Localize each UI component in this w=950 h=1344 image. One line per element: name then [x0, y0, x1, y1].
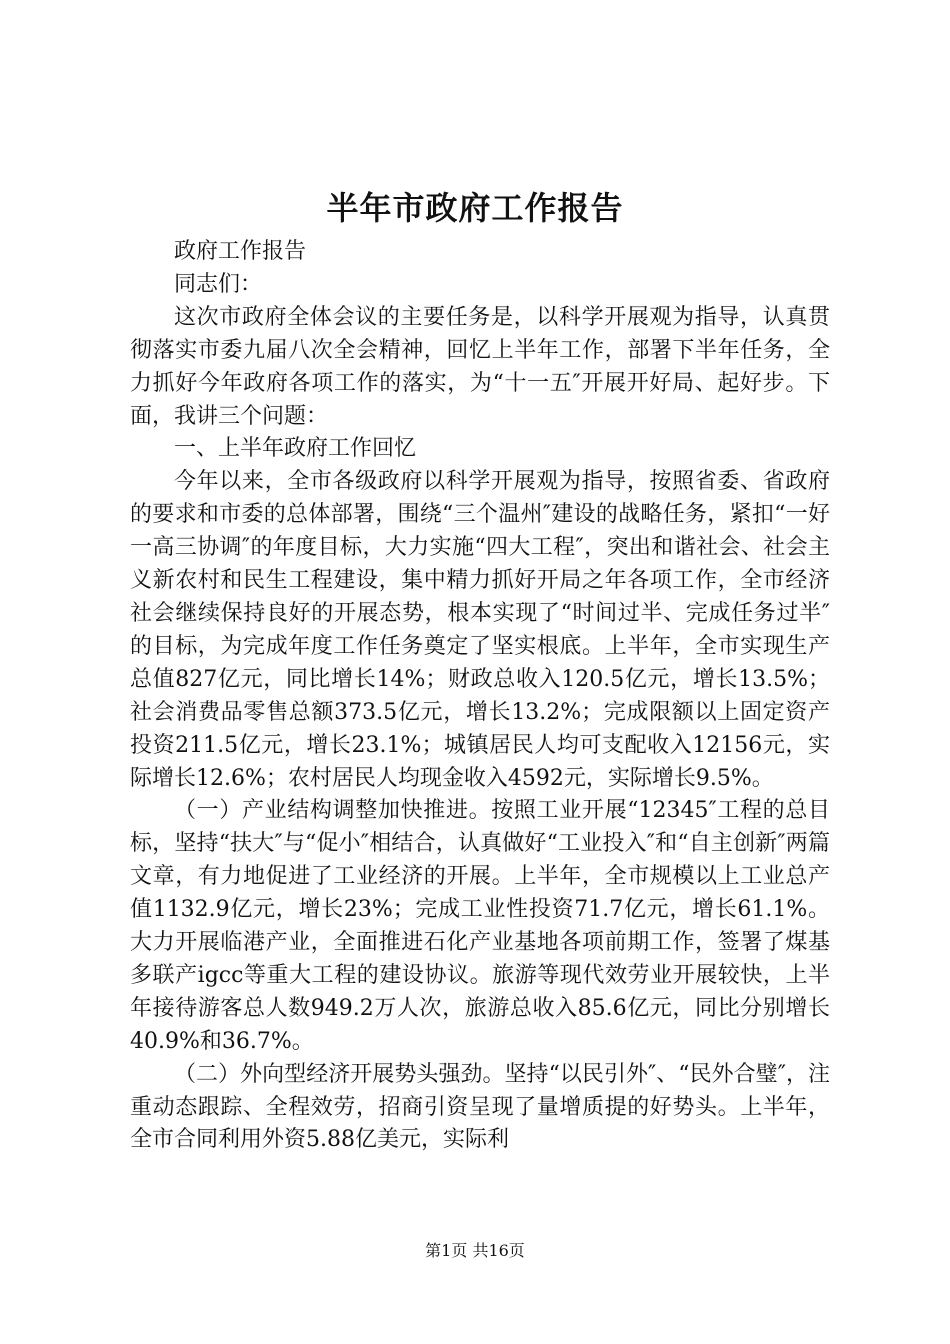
- paragraph-foreign-economy: （二）外向型经济开展势头强劲。坚持“以民引外″、“民外合璧″，注重动态跟踪、全程效劳，招商引资呈现了量增质提的好势头。上半年，全市合同利用外资5.88亿美元，实际利: [130, 1061, 830, 1153]
- paragraph-salutation: 同志们：: [174, 271, 263, 297]
- document-body: [130, 236, 830, 1157]
- paragraph-heading-label: 政府工作报告: [174, 239, 307, 264]
- paragraph-review: 今年以来，全市各级政府以科学开展观为指导，按照省委、省政府的要求和市委的总体部署，围绕“三个温州″建设的战略任务，紧扣“一好一高三协调″的年度目标，大力实施“四大工程″，突出和谐社会、社会主义新农村和民生工程建设，集中精力抓好开局之年各项工作，全市经济社会继续保持良好的开展态势，根本实现了“时间过半、完成任务过半″的目标，为完成年度工作任务奠定了坚实根底。上半年，全市实现生产总值827亿元，同比增长14%；财政总收入120.5亿元，增长13.5%；社会消费品零售总额373.5亿元，增长13.2%；完成限额以上固定资产投资211.5亿元，增长23.1%；城镇居民人均可支配收入12156元，实际增长12.6%；农村居民人均现金收入4592元，实际增长9.5%。: [130, 469, 830, 791]
- section-heading-1: 一、上半年政府工作回忆: [174, 436, 417, 462]
- paragraph-intro: 这次市政府全体会议的主要任务是，以科学开展观为指导，认真贯彻落实市委九届八次全会精神，回忆上半年工作，部署下半年任务，全力抓好今年政府各项工作的落实，为“十一五″开展开好局、起好步。下面，我讲三个问题：: [130, 304, 830, 429]
- paragraph-industry: （一）产业结构调整加快推进。按照工业开展“12345″工程的总目标，坚持“扶大″与“促小″相结合，认真做好“工业投入″和“自主创新″两篇文章，有力地促进了工业经济的开展。上半年，全市规模以上工业总产值1132.9亿元，增长23%；完成工业性投资71.7亿元，增长61.1%。大力开展临港产业，全面推进石化产业基地各项前期工作，签署了煤基多联产igcc等重大工程的建设协议。旅游等现代效劳业开展较快，上半年接待游客总人数949.2万人次，旅游总收入85.6亿元，同比分别增长40.9%和36.7%。: [130, 798, 830, 1054]
- page-number-footer: 第1页 共16页: [425, 1241, 525, 1260]
- document-title: 半年市政府工作报告: [326, 189, 624, 227]
